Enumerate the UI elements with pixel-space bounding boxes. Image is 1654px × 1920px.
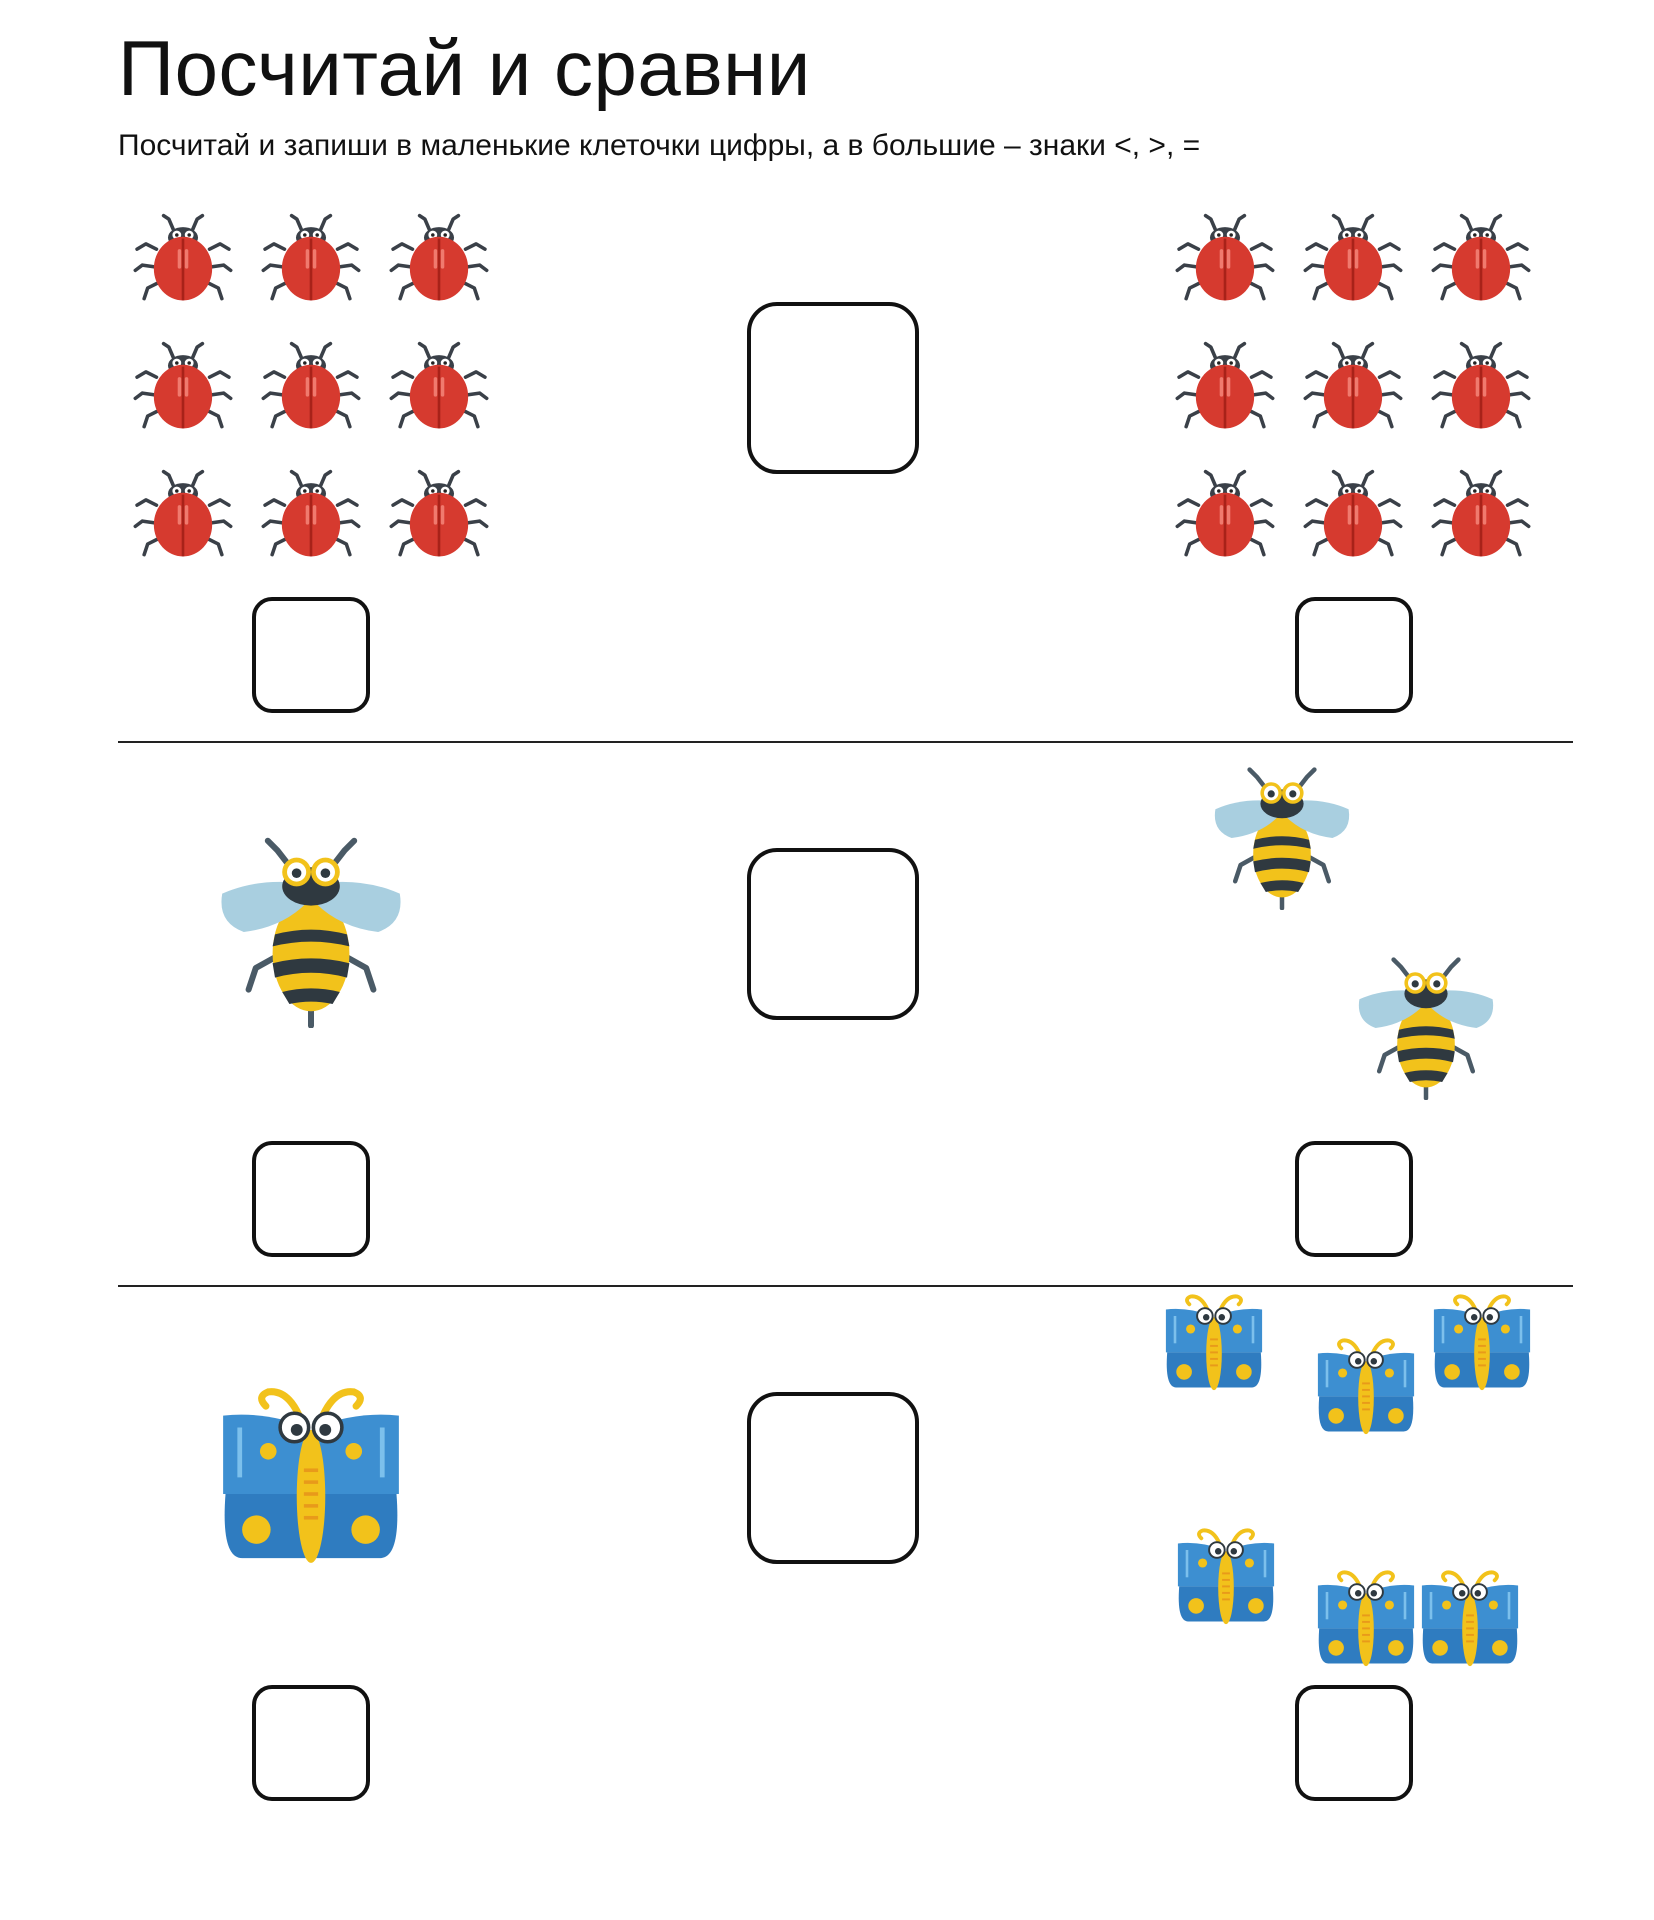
- ladybug-icon: [130, 333, 236, 439]
- ladybug-icon: [1172, 461, 1278, 567]
- count-box-left[interactable]: [252, 1685, 370, 1801]
- butterfly-icon: [1174, 1524, 1278, 1628]
- ladybug-icon: [1172, 205, 1278, 311]
- butterfly-icon: [216, 1380, 406, 1570]
- ladybug-icon: [130, 461, 236, 567]
- compare-sign-box[interactable]: [747, 1392, 919, 1564]
- ladybug-icon: [258, 205, 364, 311]
- bee-icon: [215, 836, 407, 1028]
- bee-icon: [1210, 766, 1354, 910]
- butterfly-icon: [1314, 1334, 1418, 1438]
- ladybug-icon: [386, 333, 492, 439]
- ladybug-icon: [258, 461, 364, 567]
- ladybug-icon: [1300, 461, 1406, 567]
- row-divider: [118, 1285, 1573, 1287]
- row-divider: [118, 741, 1573, 743]
- ladybug-icon: [1428, 205, 1534, 311]
- butterfly-icon: [1162, 1290, 1266, 1394]
- butterfly-icon: [1418, 1566, 1522, 1670]
- count-box-left[interactable]: [252, 597, 370, 713]
- ladybug-icon: [1428, 333, 1534, 439]
- count-box-left[interactable]: [252, 1141, 370, 1257]
- compare-sign-box[interactable]: [747, 848, 919, 1020]
- worksheet-instruction: Посчитай и запиши в маленькие клеточки цифры, а в большие – знаки <, >, =: [118, 129, 1201, 162]
- ladybug-icon: [386, 461, 492, 567]
- count-box-right[interactable]: [1295, 1685, 1413, 1801]
- worksheet-title: Посчитай и сравни: [118, 24, 811, 112]
- ladybug-icon: [130, 205, 236, 311]
- count-box-right[interactable]: [1295, 597, 1413, 713]
- bee-icon: [1354, 956, 1498, 1100]
- butterfly-icon: [1430, 1290, 1534, 1394]
- ladybug-icon: [1300, 205, 1406, 311]
- ladybug-icon: [1300, 333, 1406, 439]
- compare-sign-box[interactable]: [747, 302, 919, 474]
- ladybug-icon: [1172, 333, 1278, 439]
- count-box-right[interactable]: [1295, 1141, 1413, 1257]
- ladybug-icon: [1428, 461, 1534, 567]
- butterfly-icon: [1314, 1566, 1418, 1670]
- ladybug-icon: [386, 205, 492, 311]
- ladybug-icon: [258, 333, 364, 439]
